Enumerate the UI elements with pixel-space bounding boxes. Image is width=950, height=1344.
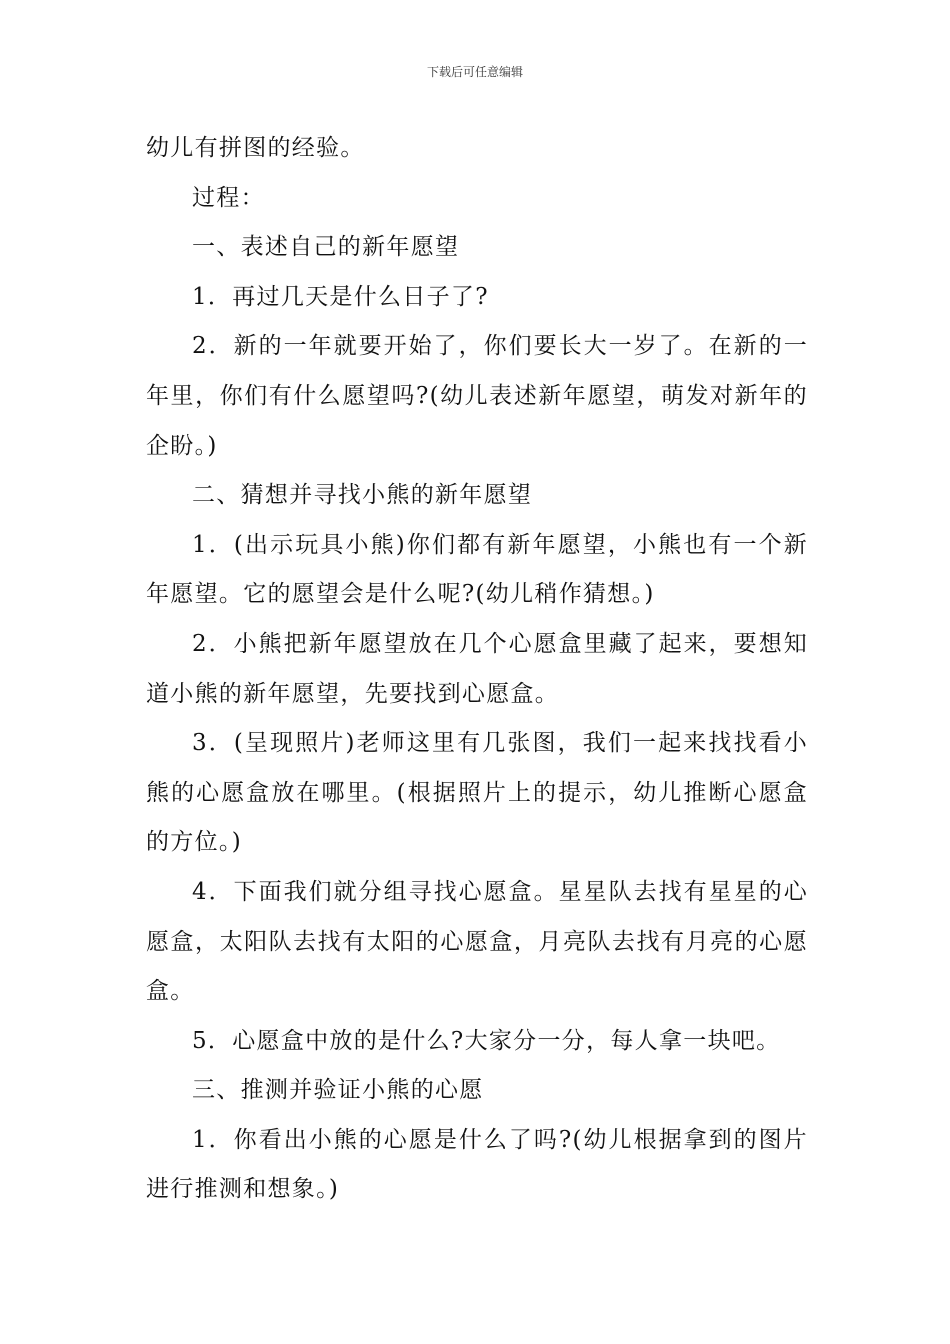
paragraph: 幼儿有拼图的经验。 — [146, 135, 365, 161]
section-heading: 一、表述自己的新年愿望 — [192, 234, 460, 261]
paragraph: 2．小熊把新年愿望放在几个心愿盒里藏了起来，要想知道小熊的新年愿望，先要找到心愿盒。 — [146, 630, 808, 707]
paragraph: 1．(出示玩具小熊)你们都有新年愿望，小熊也有一个新年愿望。它的愿望会是什么呢?(幼儿稍作猜想。) — [146, 531, 808, 608]
paragraph: 过程： — [192, 184, 265, 211]
paragraph: 3．(呈现照片)老师这里有几张图，我们一起来找找看小熊的心愿盒放在哪里。(根据照片上的提示，幼儿推断心愿盒的方位。) — [146, 730, 808, 856]
paragraph: 1．你看出小熊的心愿是什么了吗?(幼儿根据拿到的图片进行推测和想象。) — [146, 1126, 808, 1203]
paragraph: 1．再过几天是什么日子了? — [192, 283, 489, 310]
section-heading: 三、推测并验证小熊的心愿 — [192, 1077, 484, 1104]
page-header: 下载后可任意编辑 — [426, 65, 523, 79]
paragraph: 5．心愿盒中放的是什么?大家分一分，每人拿一块吧。 — [192, 1027, 781, 1054]
document-body — [146, 124, 808, 1215]
section-heading: 二、猜想并寻找小熊的新年愿望 — [192, 482, 533, 509]
paragraph: 2．新的一年就要开始了，你们要长大一岁了。在新的一年里，你们有什么愿望吗?(幼儿表述新年愿望，萌发对新年的企盼。) — [146, 333, 808, 459]
paragraph: 4．下面我们就分组寻找心愿盒。星星队去找有星星的心愿盒，太阳队去找有太阳的心愿盒，月亮队去找有月亮的心愿盒。 — [146, 878, 808, 1005]
